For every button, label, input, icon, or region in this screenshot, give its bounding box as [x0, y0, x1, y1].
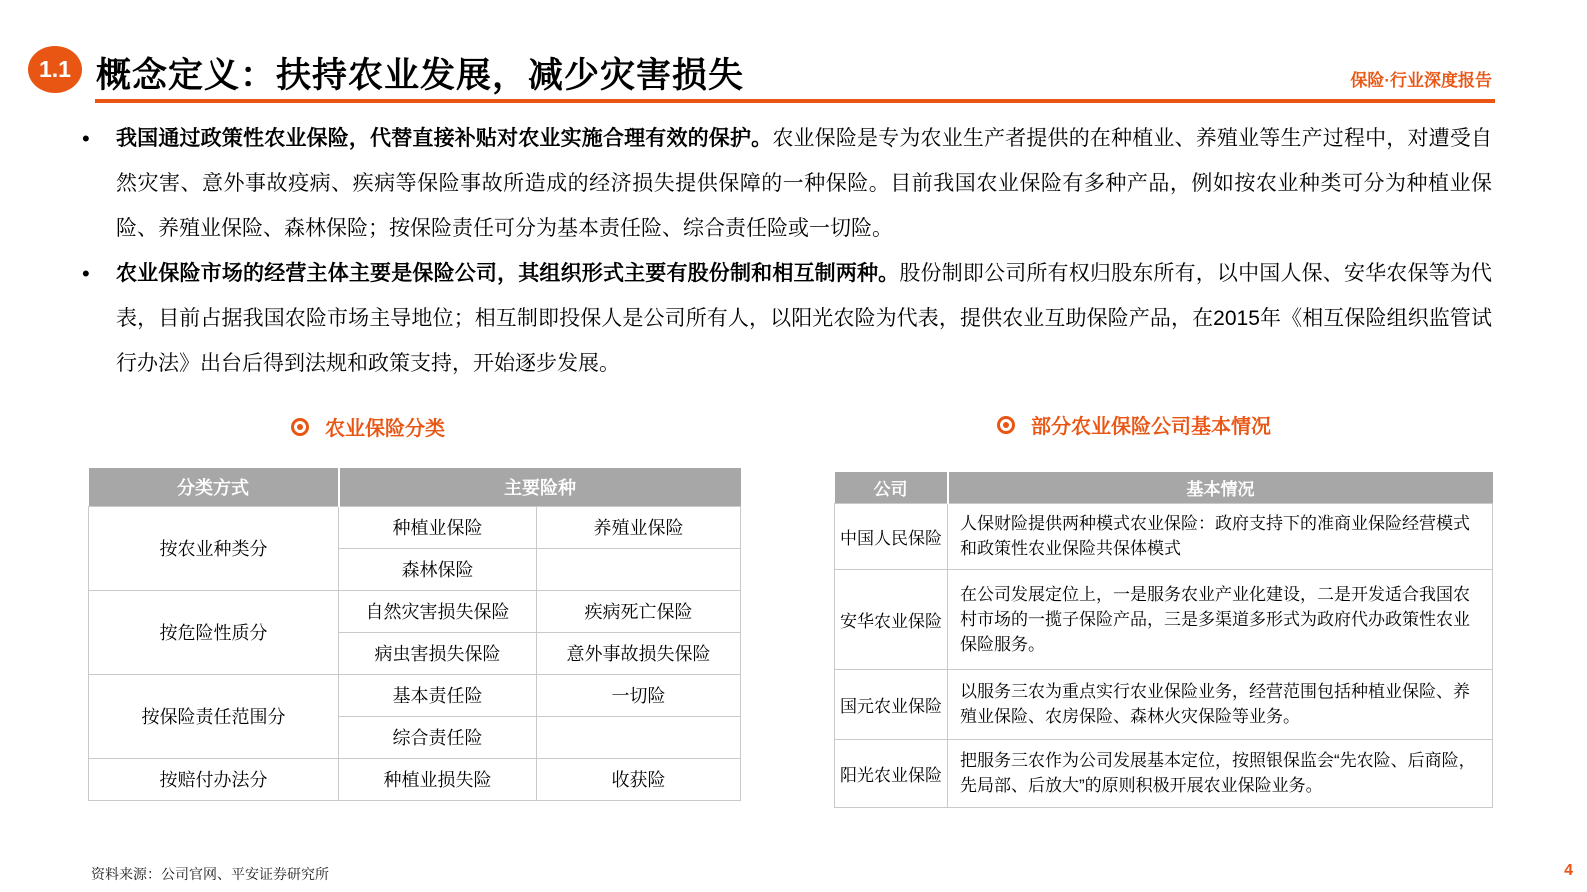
classification-table-title	[291, 412, 445, 441]
bullet-lead: 农业保险市场的经营主体主要是保险公司，其组织形式主要有股份制和相互制两种。	[116, 262, 900, 285]
classification-table	[88, 468, 741, 801]
type-cell: 种植业保险	[339, 506, 537, 548]
company-cell: 安华农业保险	[835, 569, 948, 669]
companies-table	[834, 472, 1493, 808]
title-divider	[95, 99, 1495, 103]
type-cell: 一切险	[537, 674, 741, 716]
type-cell: 收获险	[537, 758, 741, 800]
category-cell: 按赔付办法分	[89, 758, 339, 800]
companies-table-title	[997, 410, 1271, 439]
category-cell: 按农业种类分	[89, 506, 339, 590]
type-cell: 森林保险	[339, 548, 537, 590]
type-cell: 养殖业保险	[537, 506, 741, 548]
bullet-list	[80, 116, 1492, 386]
type-cell	[537, 716, 741, 758]
page-title: 概念定义：扶持农业发展，减少灾害损失	[96, 56, 745, 95]
table-row	[89, 590, 741, 632]
category-cell: 按危险性质分	[89, 590, 339, 674]
type-cell: 综合责任险	[339, 716, 537, 758]
company-desc-cell: 在公司发展定位上，一是服务农业产业化建设，二是开发适合我国农村市场的一揽子保险产品，三是多渠道多形式为政府代办政策性农业保险服务。	[948, 569, 1493, 669]
table-row	[89, 506, 741, 548]
type-cell: 意外事故损失保险	[537, 632, 741, 674]
table-row	[835, 669, 1493, 739]
table-header-cell: 公司	[835, 472, 948, 503]
type-cell: 自然灾害损失保险	[339, 590, 537, 632]
bullseye-icon	[291, 418, 309, 436]
company-cell: 中国人民保险	[835, 503, 948, 569]
company-desc-cell: 把服务三农作为公司发展基本定位，按照银保监会“先农险、后商险，先局部、后放大”的原则积极开展农业保险业务。	[948, 739, 1493, 807]
table-row	[89, 674, 741, 716]
company-cell: 阳光农业保险	[835, 739, 948, 807]
table-row	[835, 739, 1493, 807]
companies-table-title-label: 部分农业保险公司基本情况	[1031, 416, 1271, 438]
company-cell: 国元农业保险	[835, 669, 948, 739]
table-row	[89, 758, 741, 800]
bullet-marker: •	[82, 126, 90, 151]
table-row	[835, 503, 1493, 569]
bullet-text: 股份制即公司所有权归股东所有，以中国人保、安华农保等为代表，目前占据我国农险市场主导地位；相互制即投保人是公司所有人，以阳光农险为代表，提供农业互助保险产品，在2015年《相互保险组织监管试行办法》出台后得到法规和政策支持，开始逐步发展。	[116, 262, 1492, 375]
table-row	[835, 569, 1493, 669]
company-desc-cell: 以服务三农为重点实行农业保险业务，经营范围包括种植业保险、养殖业保险、农房保险、森林火灾保险等业务。	[948, 669, 1493, 739]
type-cell: 疾病死亡保险	[537, 590, 741, 632]
type-cell: 种植业损失险	[339, 758, 537, 800]
category-cell: 按保险责任范围分	[89, 674, 339, 758]
source-note: 资料来源：公司官网、平安证券研究所	[91, 866, 329, 882]
bullet-marker: •	[82, 261, 90, 286]
bullet-item	[80, 116, 1492, 251]
bullseye-icon	[997, 416, 1015, 434]
company-desc-cell: 人保财险提供两种模式农业保险：政府支持下的准商业保险经营模式和政策性农业保险共保体模式	[948, 503, 1493, 569]
section-number-badge: 1.1	[28, 46, 82, 93]
bullet-item	[80, 251, 1492, 386]
page-number: 4	[1564, 862, 1573, 879]
type-cell: 病虫害损失保险	[339, 632, 537, 674]
classification-table-title-label: 农业保险分类	[325, 418, 445, 440]
table-header-cell: 分类方式	[89, 468, 339, 506]
report-tag: 保险·行业深度报告	[1350, 71, 1492, 90]
table-header-cell: 主要险种	[339, 468, 741, 506]
bullet-text: 农业保险是专为农业生产者提供的在种植业、养殖业等生产过程中，对遭受自然灾害、意外事故疫病、疾病等保险事故所造成的经济损失提供保障的一种保险。目前我国农业保险有多种产品，例如按农业种类可分为种植业保险、养殖业保险、森林保险；按保险责任可分为基本责任险、综合责任险或一切险。	[116, 127, 1492, 240]
bullet-lead: 我国通过政策性农业保险，代替直接补贴对农业实施合理有效的保护。	[116, 127, 773, 150]
table-header-cell: 基本情况	[948, 472, 1493, 503]
type-cell: 基本责任险	[339, 674, 537, 716]
type-cell	[537, 548, 741, 590]
